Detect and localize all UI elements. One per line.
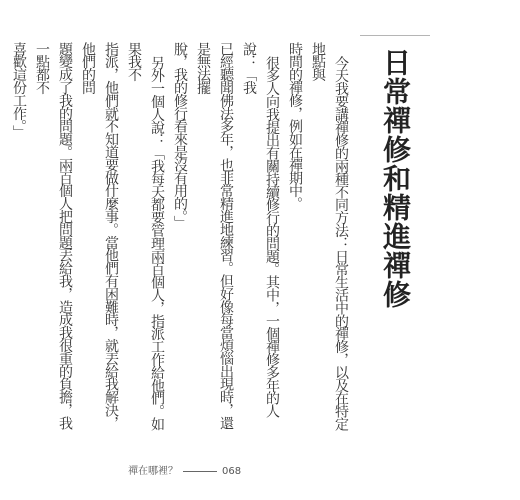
paragraph-2: 很多人向我提出有關持續修行的問題。其中，一個禪修多年的人說：「我 bbox=[241, 42, 280, 418]
paragraph-3-line-3: 題變成了我的問題。兩百個人把問題丟給我，造成我很重的負擔，我一點都不 bbox=[34, 42, 73, 430]
paragraph-3: 另外一個人說：「我每天都要管理兩百個人，指派工作給他們。如果我不 bbox=[126, 42, 165, 431]
top-divider bbox=[360, 35, 430, 36]
body-text bbox=[11, 42, 352, 432]
paragraph-1-continued: 時間的禪修，例如在禪期中。 bbox=[287, 42, 303, 210]
paragraph-2-line-2: 已經聽聞佛法多年，也非常精進地練習。但好像每當煩惱出現時，還是無法擺 bbox=[195, 42, 234, 430]
paragraph-3-line-4: 喜歡這份工作。」 bbox=[11, 42, 27, 139]
page-footer bbox=[128, 462, 241, 477]
paragraph-1: 今天我要講禪修的兩種不同方法：日常生活中的禪修，以及在特定地點與 bbox=[310, 42, 349, 431]
footer-separator bbox=[183, 471, 217, 472]
chapter-title: 日常禪修和精進禪修 bbox=[379, 48, 412, 309]
page-number: 068 bbox=[222, 466, 242, 477]
paragraph-2-line-3: 脫，我的修行看來是沒有用的。」 bbox=[172, 42, 188, 229]
paragraph-3-line-2: 指派，他們就不知道要做什麼事。當他們有困難時，就丟給我解決，他們的問 bbox=[80, 42, 119, 430]
footer-book-title: 禪在哪裡？ bbox=[128, 466, 178, 477]
